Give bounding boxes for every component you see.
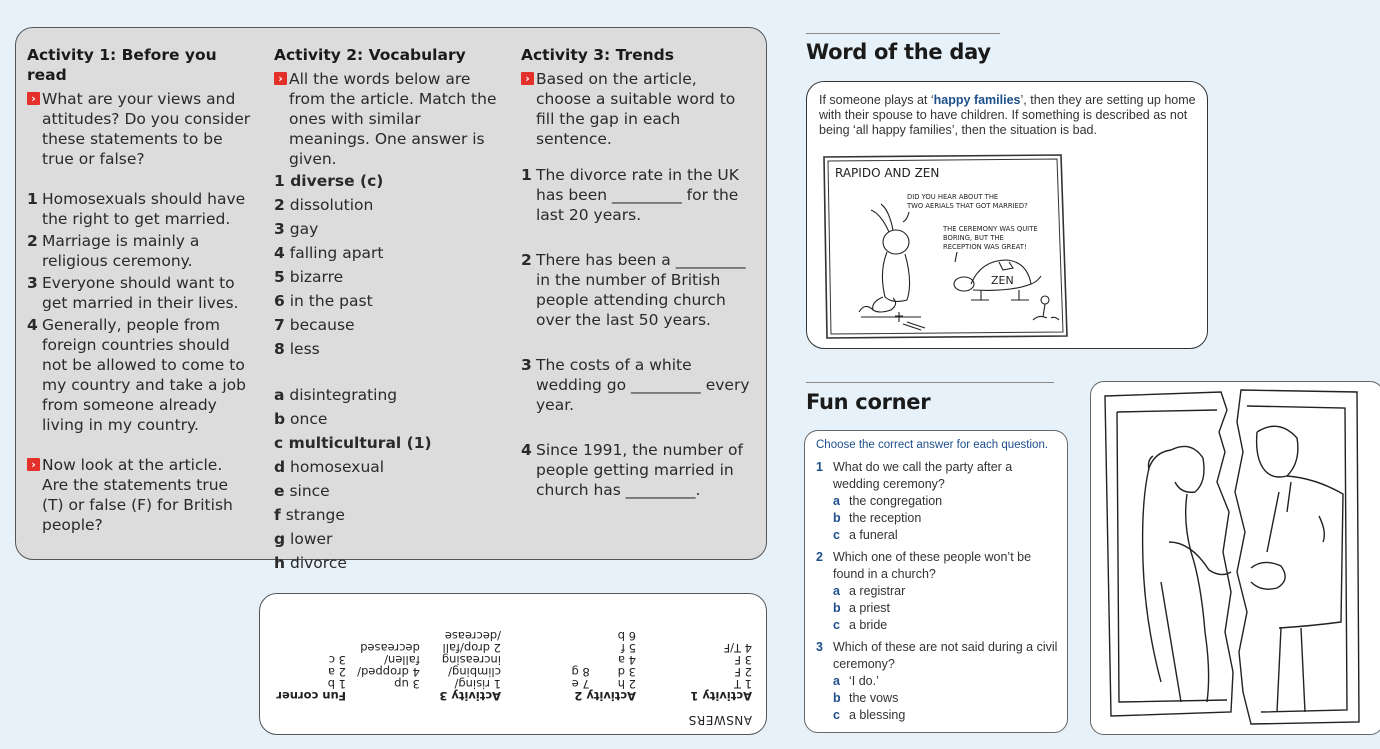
speech-bubble-text: THE CEREMONY WAS QUITE [943,225,1038,233]
activity-1-followup: › Now look at the article. Are the statements true (T) or false (F) for British people? [27,455,252,535]
sentence-item: 2 There has been a _________ in the number of British people attending church over the last 50 years. [521,251,746,329]
match-item: f strange [274,506,345,524]
word-item: 5 bizarre [274,268,344,286]
match-item: a disintegrating [274,386,398,404]
torn-wedding-illustration [1091,382,1380,736]
quiz-option[interactable]: c a funeral [833,528,898,542]
match-item: d homosexual [274,458,385,476]
answers-activity-3: Activity 3 1 rising/ climbing/ increasing 2 drop/fall /decrease 3 up 4 dropped/ fallen/ decreased [357,629,501,703]
sentence-item: 1 The divorce rate in the UK has been _________ for the last 20 years. [521,166,739,224]
word-of-the-day-box [806,81,1208,349]
quiz-option[interactable]: a ‘I do.’ [833,674,879,688]
divider [806,382,1054,383]
word-item: 6 in the past [274,292,373,310]
fun-corner-intro: Choose the correct answer for each question. [816,439,1049,451]
word-item: 8 less [274,340,320,358]
activities-panel [15,27,767,572]
match-item: e since [274,482,330,500]
quiz-option[interactable]: b the vows [833,691,899,705]
word-item: 2 dissolution [274,196,374,214]
match-item: h divorce [274,554,347,572]
arrow-icon: › [27,92,40,105]
cartoon-title: RAPIDO AND ZEN [835,166,940,180]
torn-wedding-picture-box [1090,381,1380,735]
answers-fun-corner: Fun corner 1 b 2 a 3 c [276,653,346,703]
word-item: 4 falling apart [274,244,384,262]
statement-item: 1 Homosexuals should have the right to get married. [27,190,246,228]
fun-corner-title: Fun corner [806,390,931,414]
arrow-icon: › [521,72,534,85]
quiz-option[interactable]: b the reception [833,511,922,525]
divider [806,33,1000,34]
word-item: 7 because [274,316,355,334]
word-item: 3 gay [274,220,319,238]
activity-3-title: Activity 3: Trends [521,46,674,64]
answers-activity-2: Activity 2 2 h 3 d 4 a 5 f 6 b 7 e 8 g [571,629,636,703]
statement-item: 2 Marriage is mainly a religious ceremony. [27,232,200,270]
word-item: 1 diverse (c) [274,172,384,190]
answers-box [259,593,767,735]
quiz-question: 3 Which of these are not said during a civil ceremony? a ‘I do.’ b the vows c a blessing [816,639,1061,724]
match-item: g lower [274,530,333,548]
speech-bubble-text: BORING, BUT THE [943,234,1004,242]
statement-item: 4 Generally, people from foreign countries should not be allowed to come to my country and take a job from someone already living in my country. [27,316,247,434]
cartoon-rapido-and-zen [821,152,1071,340]
activity-1 [27,45,252,535]
arrow-icon: › [27,458,40,471]
activity-2 [274,45,504,575]
activity-1-intro: › What are your views and attitudes? Do you consider these statements to be true or false? [27,89,252,169]
activity-1-title: Activity 1: Before you read [27,46,217,84]
activity-3-intro: › Based on the article, choose a suitable word to fill the gap in each sentence. [521,69,751,149]
quiz-option[interactable]: a the congregation [833,494,943,508]
arrow-icon: › [274,72,287,85]
word-of-the-day-title: Word of the day [806,40,991,64]
match-item: c multicultural (1) [274,434,432,452]
shell-label: ZEN [991,274,1014,287]
answers-content-upside-down [260,594,766,734]
sentence-item: 3 The costs of a white wedding go _________ every year. [521,356,750,414]
quiz-option[interactable]: b a priest [833,601,890,615]
answers-activity-1: Activity 1 1 T 2 F 3 F 4 T/F [690,641,752,703]
sentence-item: 4 Since 1991, the number of people getting married in church has _________. [521,441,743,499]
activity-3 [521,45,751,500]
activity-2-intro: › All the words below are from the article. Match the ones with similar meanings. One answer is given. [274,69,504,169]
speech-bubble-text: DID YOU HEAR ABOUT THE [907,193,999,201]
match-item: b once [274,410,328,428]
quiz-option[interactable]: c a blessing [833,708,906,722]
highlighted-phrase: happy families [933,93,1021,107]
statement-item: 3 Everyone should want to get married in their lives. [27,274,239,312]
activity-2-title: Activity 2: Vocabulary [274,46,466,64]
quiz-question: 1 What do we call the party after a wedding ceremony? a the congregation b the reception c a funeral [816,459,1061,544]
quiz-option[interactable]: a a registrar [833,584,906,598]
word-of-the-day-definition: If someone plays at ‘happy families’, then they are setting up home with their spouse to have children. If something is described as not being ‘all happy families’, then the situation is bad. [819,93,1196,137]
quiz-question: 2 Which one of these people won’t be found in a church? a a registrar b a priest c a bride [816,549,1061,634]
speech-bubble-text: RECEPTION WAS GREAT! [943,243,1027,251]
quiz-option[interactable]: c a bride [833,618,888,632]
fun-corner-box [804,430,1068,733]
answers-title: ANSWERS [688,713,752,727]
speech-bubble-text: TWO AERIALS THAT GOT MARRIED? [907,202,1028,210]
